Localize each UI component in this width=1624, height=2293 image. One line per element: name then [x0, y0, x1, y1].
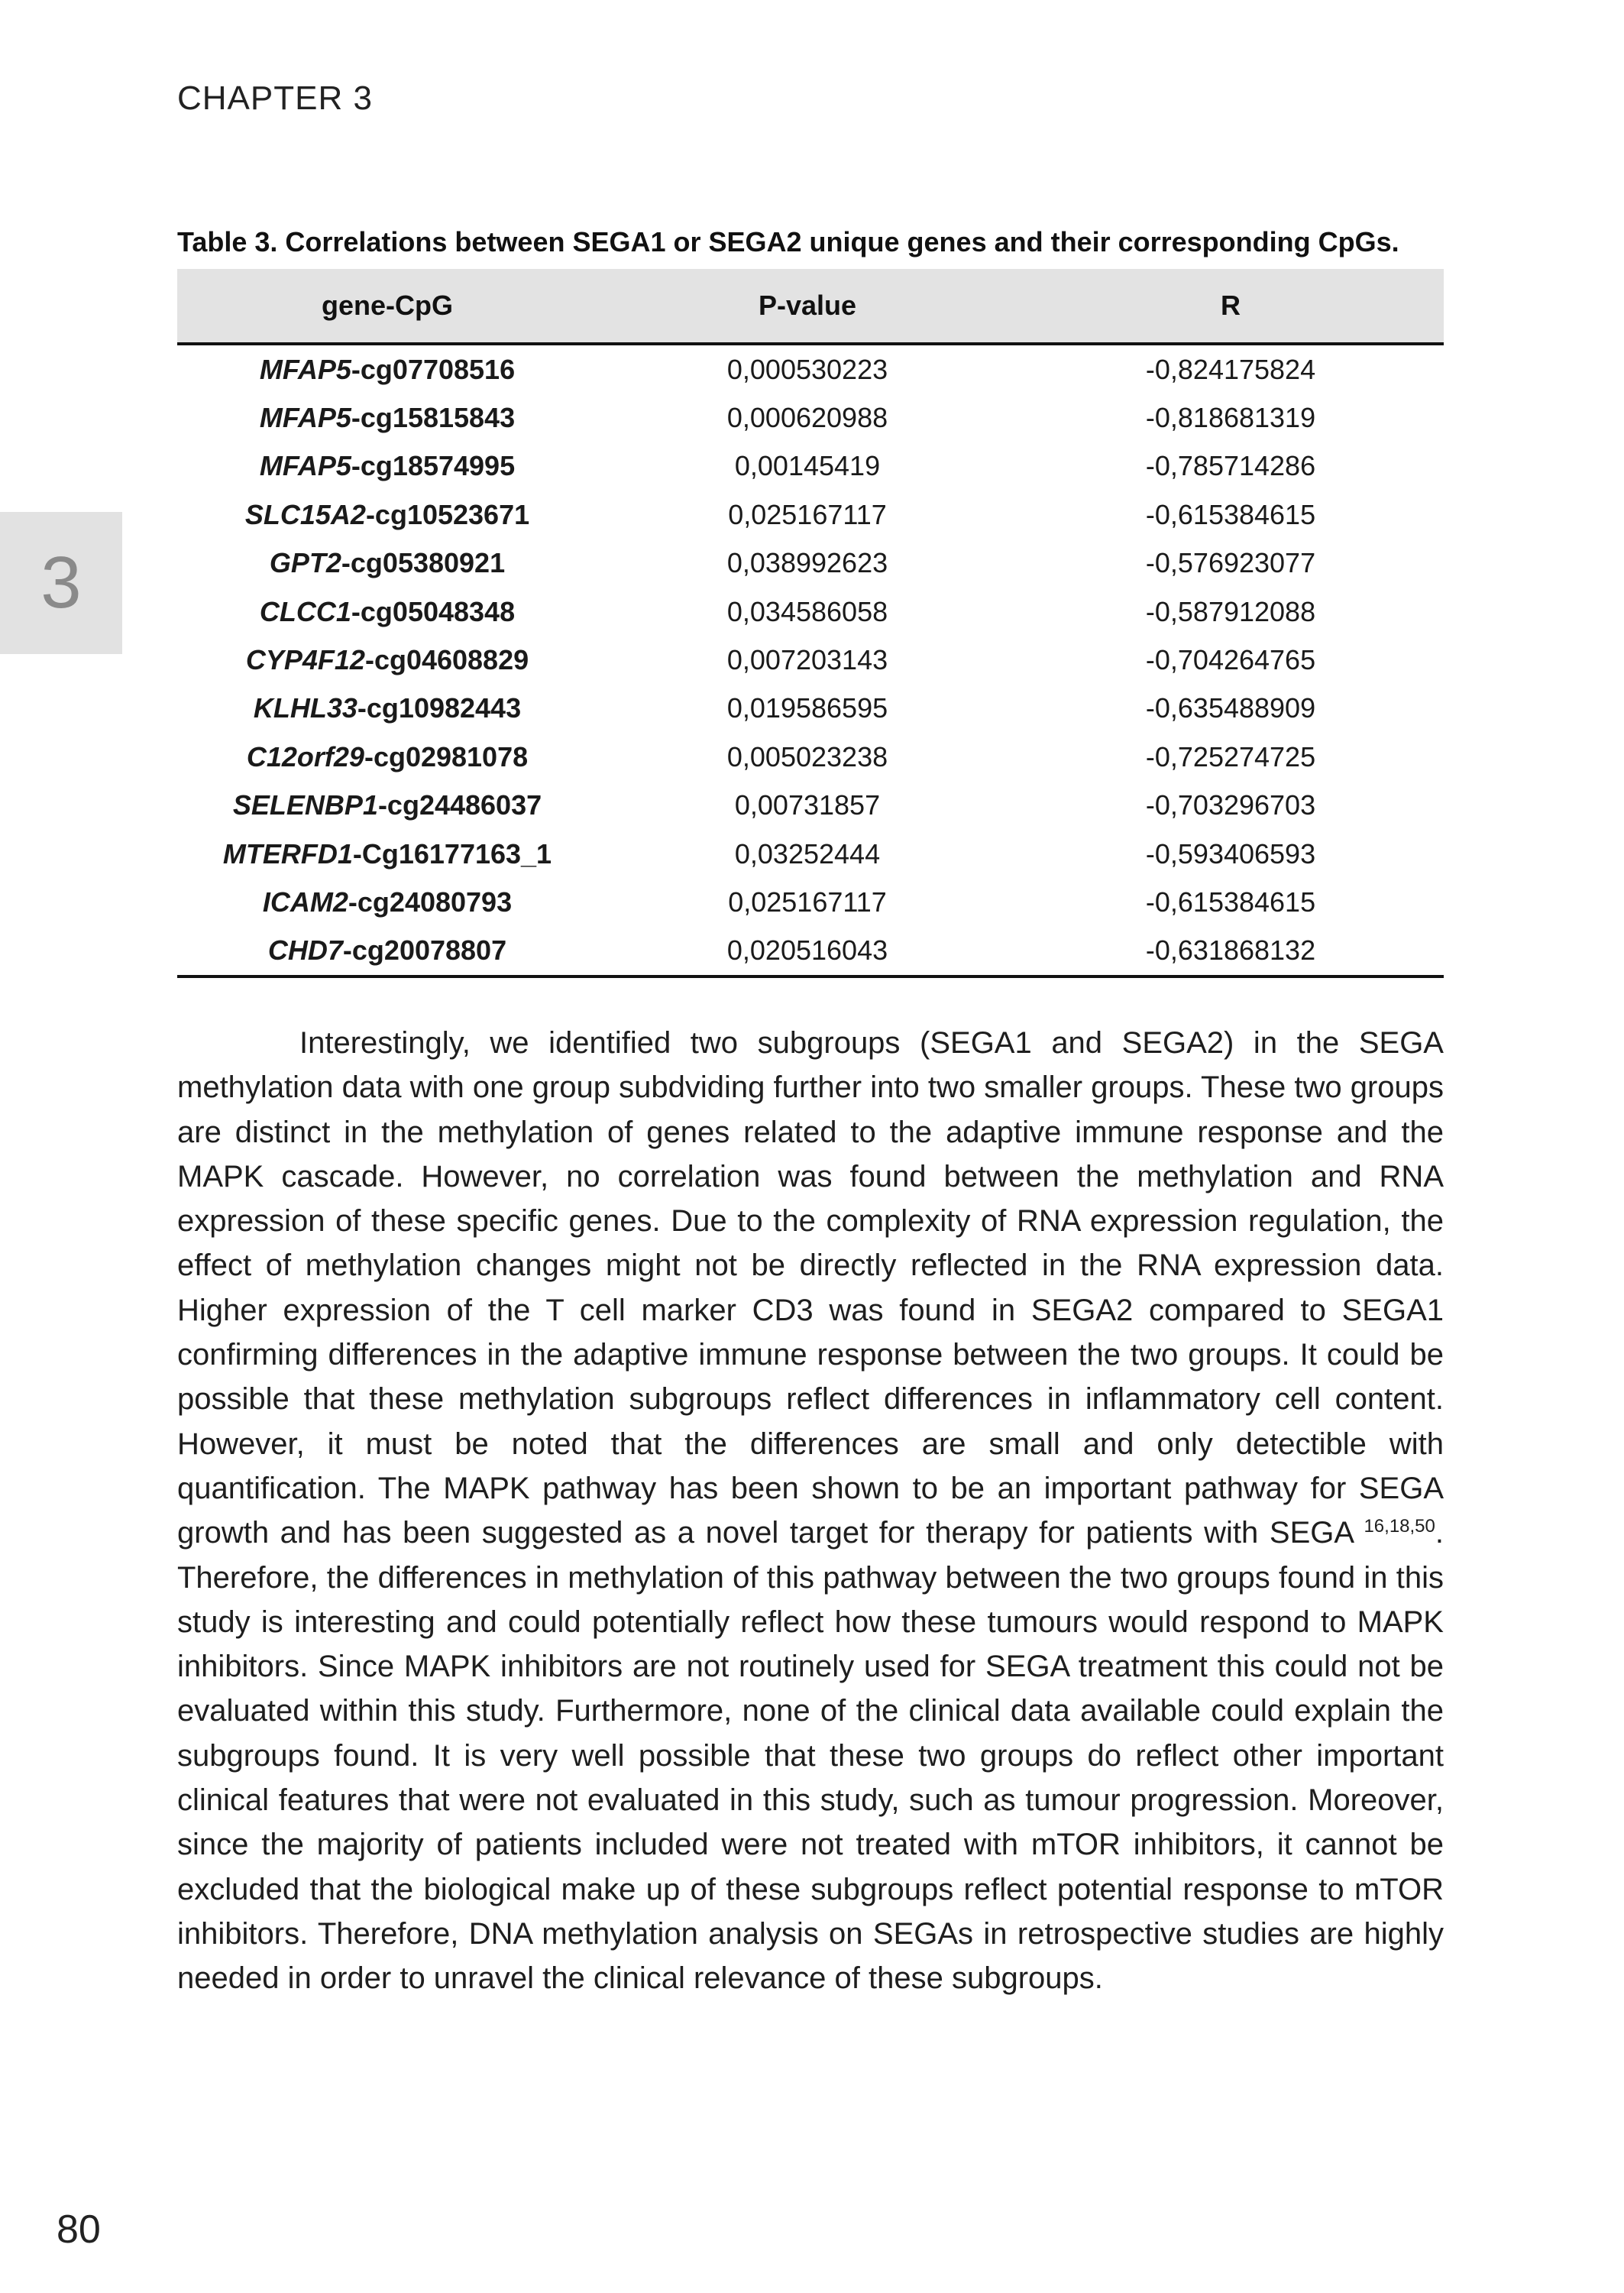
- table-row: [177, 442, 1444, 491]
- p-value-cell: 0,034586058: [726, 595, 888, 627]
- gene-symbol: CLCC1: [259, 595, 351, 627]
- r-value-cell: -0,587912088: [1145, 595, 1316, 627]
- p-value-cell: 0,000620988: [726, 402, 888, 434]
- chapter-tab: [0, 512, 122, 654]
- p-value-cell: 0,025167117: [728, 498, 887, 530]
- gene-symbol: C12orf29: [246, 740, 364, 772]
- r-value-cell: -0,593406593: [1145, 837, 1316, 870]
- chapter-tab-number: 3: [40, 542, 82, 623]
- r-value-cell: -0,631868132: [1017, 927, 1444, 976]
- cpg-id: -cg05380921: [341, 547, 506, 579]
- r-value-cell: -0,824175824: [1145, 353, 1316, 385]
- gene-cpg-cell: [177, 782, 597, 830]
- gene-cpg-cell: [177, 344, 597, 394]
- gene-symbol: KLHL33: [253, 692, 357, 724]
- p-value-cell: 0,00731857: [734, 789, 881, 821]
- table-caption: Table 3. Correlations between SEGA1 or SEGA2 unique genes and their corresponding CpGs.: [177, 226, 1399, 257]
- p-value-cell: 0,025167117: [728, 886, 887, 918]
- column-header-gene-cpg: gene-CpG: [177, 269, 597, 344]
- p-value-cell: 0,00145419: [734, 450, 881, 482]
- gene-cpg-cell: [177, 491, 597, 539]
- r-value-cell: -0,615384615: [1145, 498, 1316, 530]
- cpg-id: -cg24080793: [348, 886, 513, 918]
- table-row: [177, 830, 1444, 878]
- p-value-cell: 0,000530223: [726, 353, 888, 385]
- table-row: [177, 782, 1444, 830]
- cpg-id: -cg07708516: [351, 353, 516, 385]
- gene-symbol: ICAM2: [262, 886, 348, 918]
- gene-symbol: CHD7: [267, 934, 343, 967]
- r-value-cell: -0,704264765: [1145, 644, 1316, 676]
- gene-cpg-cell: [177, 442, 597, 491]
- gene-cpg-cell: [177, 830, 597, 878]
- gene-cpg-cell: [177, 733, 597, 781]
- r-value-cell: -0,818681319: [1145, 402, 1316, 434]
- gene-cpg-cell: [177, 539, 597, 588]
- p-value-cell: 0,007203143: [726, 644, 888, 676]
- table-row: [177, 878, 1444, 926]
- column-header-p-value: P-value: [597, 269, 1017, 344]
- cpg-id: -cg05048348: [351, 595, 516, 627]
- cpg-id: -cg10523671: [365, 498, 530, 530]
- gene-symbol: MFAP5: [259, 450, 351, 482]
- paragraph-text-part-2: . Therefore, the differences in methylation of this pathway between the two groups found in this study is interesting and could potentially reflect how these tumours would respond to MAPK inhibitors. Since MAPK inhibitors are not routinely used for SEGA treatment this could not be evaluated within this study. Furthermore, none of the clinical data available could explain the subgroups found. It is very well possible that these two groups do reflect other important clinical features that were not evaluated in this study, such as tumour progression. Moreover, since the majority of patients included were not treated with mTOR inhibitors, it cannot be excluded that the biological make up of these subgroups reflect potential response to mTOR inhibitors. Therefore, DNA methylation analysis on SEGAs in retrospective studies are highly needed in order to unravel the clinical relevance of these subgroups.: [177, 1516, 1444, 1996]
- citation-superscript: 16,18,50: [1364, 1516, 1435, 1537]
- cpg-id: -Cg16177163_1: [352, 837, 552, 870]
- gene-cpg-cell: [177, 927, 597, 976]
- gene-symbol: SELENBP1: [232, 789, 378, 821]
- r-value-cell: -0,725274725: [1145, 740, 1316, 772]
- r-value-cell: -0,576923077: [1145, 547, 1316, 579]
- paragraph-text-part-1: Interestingly, we identified two subgroups (SEGA1 and SEGA2) in the SEGA methylation data with one group subdviding further into two smaller groups. These two groups are distinct in the methylation of genes related to the adaptive immune response and the MAPK cascade. However, no correlation was found between the methylation and RNA expression of these specific genes. Due to the complexity of RNA expression regulation, the effect of methylation changes might not be directly reflected in the RNA expression data. Higher expression of the T cell marker CD3 was found in SEGA2 compared to SEGA1 confirming differences in the adaptive immune response between the two groups. It could be possible that these methylation subgroups reflect differences in inflammatory cell content. However, it must be noted that the differences are small and only detectible with quantification. The MAPK pathway has been shown to be an important pathway for SEGA growth and has been suggested as a novel target for therapy for patients with SEGA: [177, 1026, 1444, 1550]
- gene-symbol: GPT2: [269, 547, 341, 579]
- column-header-r: R: [1017, 269, 1444, 344]
- table-row: [177, 344, 1444, 394]
- p-value-cell: 0,005023238: [726, 740, 888, 772]
- table-row: [177, 927, 1444, 976]
- page-number: 80: [57, 2207, 101, 2252]
- r-value-cell: -0,635488909: [1145, 692, 1316, 724]
- gene-cpg-cell: [177, 878, 597, 926]
- gene-symbol: MFAP5: [259, 402, 351, 434]
- cpg-id: -cg04608829: [364, 644, 529, 676]
- gene-symbol: MFAP5: [259, 353, 351, 385]
- p-value-cell: 0,020516043: [597, 927, 1017, 976]
- gene-symbol: SLC15A2: [244, 498, 366, 530]
- r-value-cell: -0,703296703: [1145, 789, 1316, 821]
- gene-cpg-cell: [177, 588, 597, 636]
- cpg-id: -cg18574995: [351, 450, 516, 482]
- table-row: [177, 636, 1444, 684]
- p-value-cell: 0,03252444: [734, 837, 881, 870]
- r-value-cell: -0,615384615: [1145, 886, 1316, 918]
- p-value-cell: 0,019586595: [726, 692, 888, 724]
- cpg-id: -cg02981078: [364, 740, 529, 772]
- correlation-table: [177, 269, 1444, 978]
- table-row: [177, 394, 1444, 442]
- table-header-row: [177, 269, 1444, 344]
- gene-cpg-cell: [177, 685, 597, 733]
- table-row: [177, 539, 1444, 588]
- cpg-id: -cg20078807: [342, 934, 507, 967]
- cpg-id: -cg15815843: [351, 402, 516, 434]
- table-row: [177, 685, 1444, 733]
- discussion-paragraph: [177, 1021, 1444, 2001]
- gene-cpg-cell: [177, 394, 597, 442]
- cpg-id: -cg10982443: [357, 692, 522, 724]
- gene-cpg-cell: [177, 636, 597, 684]
- cpg-id: -cg24486037: [377, 789, 542, 821]
- table-row: [177, 588, 1444, 636]
- gene-symbol: CYP4F12: [245, 644, 365, 676]
- r-value-cell: -0,785714286: [1145, 450, 1316, 482]
- table-row: [177, 733, 1444, 781]
- gene-symbol: MTERFD1: [222, 837, 353, 870]
- chapter-header: CHAPTER 3: [177, 79, 373, 117]
- table-body: [177, 344, 1444, 976]
- table-row: [177, 491, 1444, 539]
- p-value-cell: 0,038992623: [726, 547, 888, 579]
